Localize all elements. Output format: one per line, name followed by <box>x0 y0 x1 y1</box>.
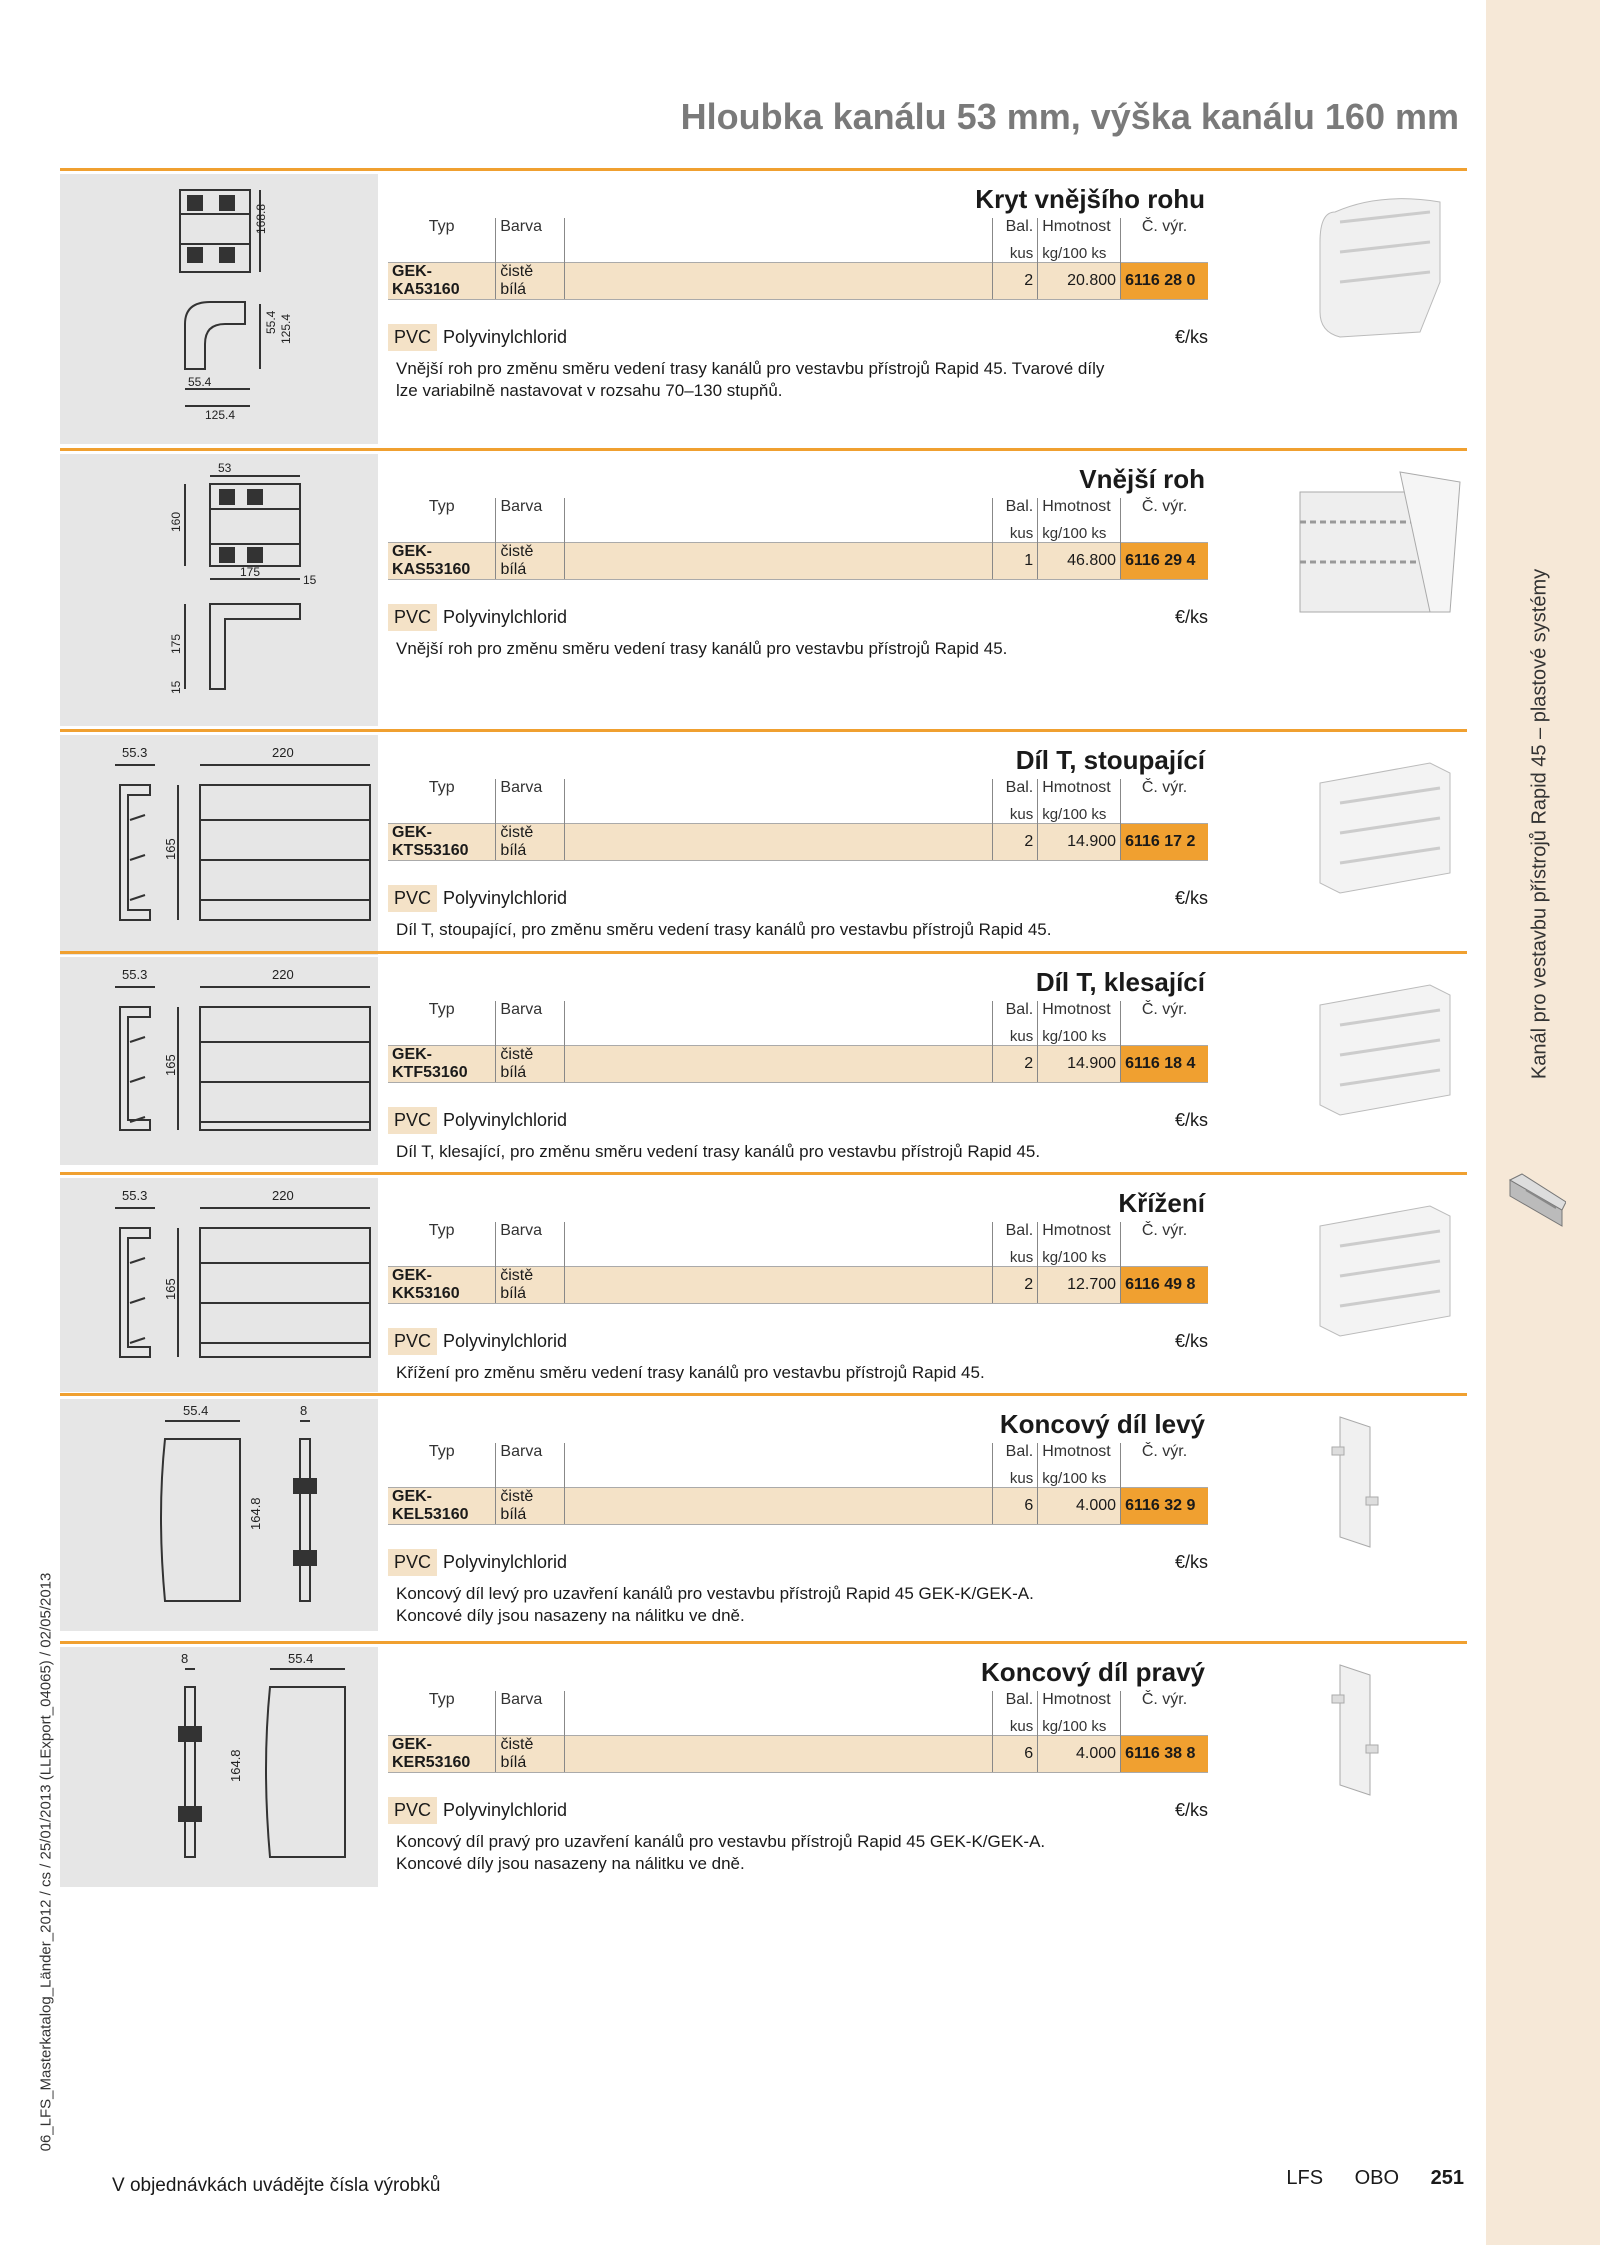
svg-text:55.4: 55.4 <box>288 1651 314 1666</box>
svg-text:220: 220 <box>272 967 294 982</box>
product-section <box>60 1178 1467 1392</box>
product-description <box>396 919 1256 941</box>
product-photo <box>1280 462 1480 622</box>
col-typ: Typ <box>428 1222 455 1239</box>
product-name: Koncový díl levý <box>999 1409 1205 1439</box>
product-photo <box>1280 743 1480 903</box>
col-typ: Typ <box>428 1691 455 1708</box>
spec-table <box>388 1222 1208 1304</box>
col-hmotnost: Hmotnost <box>1038 218 1121 240</box>
product-barva: čistě bílá <box>496 1046 565 1083</box>
description-line: Koncové díly jsou nasazeny na nálitku ve dně. <box>396 1854 745 1873</box>
product-cislo: 6116 28 0 <box>1121 263 1208 300</box>
technical-drawing <box>60 1178 378 1392</box>
price-unit: €/ks <box>1174 1110 1208 1130</box>
product-typ: GEK-KTF53160 <box>388 1046 496 1083</box>
footer-brand <box>1260 2167 1464 2190</box>
product-photo <box>1280 1186 1480 1346</box>
product-cislo: 6116 38 8 <box>1121 1736 1208 1773</box>
description-line: lze variabilně nastavovat v rozsahu 70–130 stupňů. <box>396 381 783 400</box>
section-rule <box>60 729 1467 732</box>
page-title: Hloubka kanálu 53 mm, výška kanálu 160 mm <box>680 96 1459 137</box>
col-typ: Typ <box>428 1443 455 1460</box>
price-unit: €/ks <box>1174 888 1208 908</box>
unit-hmotnost: kg/100 ks <box>1038 520 1121 543</box>
product-section <box>60 174 1467 444</box>
material-line <box>388 1549 1208 1579</box>
product-section <box>60 1399 1467 1631</box>
spec-table <box>388 1443 1208 1525</box>
material-name: Polyvinylchlorid <box>443 888 568 908</box>
page-number: 251 <box>1430 2167 1464 2189</box>
product-barva: čistě bílá <box>496 1488 565 1525</box>
product-section <box>60 1647 1467 1887</box>
svg-text:15: 15 <box>169 680 183 694</box>
section-rule <box>60 448 1467 451</box>
product-row <box>388 824 1208 861</box>
product-barva: čistě bílá <box>496 824 565 861</box>
col-hmotnost: Hmotnost <box>1038 1691 1121 1713</box>
footer-brand-obo: OBO <box>1354 2167 1400 2189</box>
section-rule <box>60 951 1467 954</box>
col-cislo: Č. výr. <box>1121 1443 1208 1465</box>
section-rule <box>60 1172 1467 1175</box>
unit-bal: kus <box>993 1023 1038 1046</box>
unit-bal: kus <box>993 1244 1038 1267</box>
product-row <box>388 1736 1208 1773</box>
col-typ: Typ <box>428 498 455 515</box>
technical-drawing <box>60 735 378 955</box>
col-barva: Barva <box>496 218 565 240</box>
col-cislo: Č. výr. <box>1121 498 1208 520</box>
col-barva: Barva <box>496 498 565 520</box>
description-line: Vnější roh pro změnu směru vedení trasy kanálů pro vestavbu přístrojů Rapid 45. <box>396 639 1008 658</box>
technical-drawing <box>60 174 378 444</box>
product-bal: 2 <box>993 1046 1038 1083</box>
product-typ: GEK-KTS53160 <box>388 824 496 861</box>
product-name: Koncový díl pravý <box>981 1657 1205 1687</box>
product-typ: GEK-KA53160 <box>388 263 496 300</box>
col-cislo: Č. výr. <box>1121 779 1208 801</box>
unit-hmotnost: kg/100 ks <box>1038 1244 1121 1267</box>
product-hmotnost: 20.800 <box>1038 263 1121 300</box>
product-barva: čistě bílá <box>496 1736 565 1773</box>
svg-text:55.4: 55.4 <box>188 375 212 389</box>
svg-text:55.3: 55.3 <box>122 967 148 982</box>
col-barva: Barva <box>496 1443 565 1465</box>
product-barva: čistě bílá <box>496 263 565 300</box>
col-barva: Barva <box>496 1001 565 1023</box>
product-description <box>396 1362 1256 1384</box>
product-barva: čistě bílá <box>496 1267 565 1304</box>
product-name: Kryt vnějšího rohu <box>975 184 1205 214</box>
product-hmotnost: 46.800 <box>1038 543 1121 580</box>
description-line: Koncový díl pravý pro uzavření kanálů pro vestavbu přístrojů Rapid 45 GEK-K/GEK-A. <box>396 1832 1046 1851</box>
material-name: Polyvinylchlorid <box>443 607 568 627</box>
product-description <box>396 638 1256 660</box>
product-section <box>60 454 1467 726</box>
product-hmotnost: 14.900 <box>1038 824 1121 861</box>
col-barva: Barva <box>496 779 565 801</box>
col-bal: Bal. <box>993 498 1038 520</box>
product-typ: GEK-KAS53160 <box>388 543 496 580</box>
unit-bal: kus <box>993 801 1038 824</box>
catalog-reference: 06_LFS_Masterkatalog_Länder_2012 / cs / 25/01/2013 (LLExport_04065) / 02/05/2013 <box>37 1572 55 2152</box>
product-hmotnost: 12.700 <box>1038 1267 1121 1304</box>
col-typ: Typ <box>428 218 455 235</box>
dim-label: 168.8 <box>254 203 268 234</box>
product-cislo: 6116 18 4 <box>1121 1046 1208 1083</box>
product-name: Vnější roh <box>1079 464 1205 494</box>
material-name: Polyvinylchlorid <box>443 1110 568 1130</box>
product-description <box>396 1831 1256 1875</box>
material-line <box>388 1107 1208 1137</box>
col-bal: Bal. <box>993 1001 1038 1023</box>
product-name: Křížení <box>1118 1188 1205 1218</box>
product-section <box>60 957 1467 1165</box>
col-barva: Barva <box>496 1691 565 1713</box>
product-hmotnost: 4.000 <box>1038 1736 1121 1773</box>
col-cislo: Č. výr. <box>1121 1001 1208 1023</box>
price-unit: €/ks <box>1174 1800 1208 1820</box>
technical-drawing <box>60 957 378 1165</box>
col-typ: Typ <box>428 779 455 796</box>
price-unit: €/ks <box>1174 327 1208 347</box>
product-name: Díl T, klesající <box>1035 967 1205 997</box>
svg-text:164.8: 164.8 <box>248 1497 263 1530</box>
technical-drawing <box>60 1647 378 1887</box>
product-bal: 2 <box>993 824 1038 861</box>
svg-text:164.8: 164.8 <box>228 1749 243 1782</box>
product-hmotnost: 4.000 <box>1038 1488 1121 1525</box>
svg-text:8: 8 <box>300 1403 308 1418</box>
spec-table <box>388 1691 1208 1773</box>
price-unit: €/ks <box>1174 607 1208 627</box>
svg-text:160: 160 <box>169 511 183 532</box>
product-photo <box>1280 182 1480 352</box>
col-cislo: Č. výr. <box>1121 218 1208 240</box>
material-badge: PVC <box>388 885 437 912</box>
product-row <box>388 543 1208 580</box>
product-photo <box>1280 1407 1480 1557</box>
material-name: Polyvinylchlorid <box>443 1552 568 1572</box>
material-badge: PVC <box>388 604 437 631</box>
spec-table <box>388 1001 1208 1083</box>
svg-text:175: 175 <box>169 633 183 654</box>
unit-hmotnost: kg/100 ks <box>1038 1713 1121 1736</box>
material-line <box>388 324 1208 354</box>
product-barva: čistě bílá <box>496 543 565 580</box>
product-description <box>396 358 1256 402</box>
svg-text:53: 53 <box>218 461 232 475</box>
technical-drawing <box>60 1399 378 1631</box>
channel-thumbnail-icon <box>1506 1170 1566 1230</box>
col-hmotnost: Hmotnost <box>1038 1001 1121 1023</box>
svg-text:15: 15 <box>303 573 317 587</box>
product-row <box>388 1046 1208 1083</box>
product-section <box>60 735 1467 955</box>
product-row <box>388 1267 1208 1304</box>
spec-table <box>388 218 1208 300</box>
col-typ: Typ <box>428 1001 455 1018</box>
product-bal: 2 <box>993 263 1038 300</box>
product-typ: GEK-KK53160 <box>388 1267 496 1304</box>
material-line <box>388 1797 1208 1827</box>
description-line: Díl T, klesající, pro změnu směru vedení trasy kanálů pro vestavbu přístrojů Rapid 45. <box>396 1142 1041 1161</box>
material-badge: PVC <box>388 1107 437 1134</box>
product-cislo: 6116 32 9 <box>1121 1488 1208 1525</box>
unit-bal: kus <box>993 520 1038 543</box>
side-label: Kanál pro vestavbu přístrojů Rapid 45 – plastové systémy <box>1528 568 1551 1080</box>
svg-text:55.4: 55.4 <box>264 310 278 334</box>
svg-text:55.3: 55.3 <box>122 1188 148 1203</box>
product-typ: GEK-KEL53160 <box>388 1488 496 1525</box>
product-row <box>388 263 1208 300</box>
description-line: Křížení pro změnu směru vedení trasy kanálů pro vestavbu přístrojů Rapid 45. <box>396 1363 985 1382</box>
product-bal: 6 <box>993 1736 1038 1773</box>
col-bal: Bal. <box>993 779 1038 801</box>
description-line: Koncové díly jsou nasazeny na nálitku ve dně. <box>396 1606 745 1625</box>
material-line <box>388 604 1208 634</box>
svg-text:55.4: 55.4 <box>183 1403 209 1418</box>
description-line: Koncový díl levý pro uzavření kanálů pro vestavbu přístrojů Rapid 45 GEK-K/GEK-A. <box>396 1584 1034 1603</box>
section-rule <box>60 168 1467 171</box>
svg-text:125.4: 125.4 <box>279 313 293 344</box>
material-line <box>388 885 1208 915</box>
product-bal: 2 <box>993 1267 1038 1304</box>
col-hmotnost: Hmotnost <box>1038 1222 1121 1244</box>
footer-brand-lfs: LFS <box>1286 2167 1324 2189</box>
material-badge: PVC <box>388 324 437 351</box>
unit-hmotnost: kg/100 ks <box>1038 1465 1121 1488</box>
material-badge: PVC <box>388 1797 437 1824</box>
product-cislo: 6116 49 8 <box>1121 1267 1208 1304</box>
price-unit: €/ks <box>1174 1552 1208 1572</box>
description-line: Vnější roh pro změnu směru vedení trasy kanálů pro vestavbu přístrojů Rapid 45. Tvarové díly <box>396 359 1105 378</box>
product-cislo: 6116 17 2 <box>1121 824 1208 861</box>
unit-hmotnost: kg/100 ks <box>1038 240 1121 263</box>
section-rule <box>60 1393 1467 1396</box>
svg-text:175: 175 <box>240 565 261 579</box>
product-bal: 1 <box>993 543 1038 580</box>
technical-drawing <box>60 454 378 726</box>
spec-table <box>388 779 1208 861</box>
product-photo <box>1280 1655 1480 1805</box>
svg-text:165: 165 <box>163 838 178 860</box>
svg-text:8: 8 <box>181 1651 189 1666</box>
product-row <box>388 1488 1208 1525</box>
material-badge: PVC <box>388 1549 437 1576</box>
unit-hmotnost: kg/100 ks <box>1038 1023 1121 1046</box>
description-line: Díl T, stoupající, pro změnu směru vedení trasy kanálů pro vestavbu přístrojů Rapid 45. <box>396 920 1052 939</box>
price-unit: €/ks <box>1174 1331 1208 1351</box>
unit-bal: kus <box>993 1465 1038 1488</box>
material-name: Polyvinylchlorid <box>443 1331 568 1351</box>
unit-hmotnost: kg/100 ks <box>1038 801 1121 824</box>
side-band <box>1486 0 1600 2245</box>
svg-text:55.3: 55.3 <box>122 745 148 760</box>
svg-text:125.4: 125.4 <box>205 408 236 422</box>
col-hmotnost: Hmotnost <box>1038 1443 1121 1465</box>
col-barva: Barva <box>496 1222 565 1244</box>
col-bal: Bal. <box>993 1222 1038 1244</box>
material-name: Polyvinylchlorid <box>443 1800 568 1820</box>
col-hmotnost: Hmotnost <box>1038 779 1121 801</box>
unit-bal: kus <box>993 1713 1038 1736</box>
col-bal: Bal. <box>993 1691 1038 1713</box>
product-description <box>396 1583 1256 1627</box>
col-cislo: Č. výr. <box>1121 1222 1208 1244</box>
svg-text:165: 165 <box>163 1054 178 1076</box>
footer-note: V objednávkách uvádějte čísla výrobků <box>112 2175 441 2196</box>
product-typ: GEK-KER53160 <box>388 1736 496 1773</box>
material-line <box>388 1328 1208 1358</box>
col-bal: Bal. <box>993 1443 1038 1465</box>
product-name: Díl T, stoupající <box>1015 745 1205 775</box>
material-name: Polyvinylchlorid <box>443 327 568 347</box>
svg-text:165: 165 <box>163 1278 178 1300</box>
spec-table <box>388 498 1208 580</box>
product-bal: 6 <box>993 1488 1038 1525</box>
col-bal: Bal. <box>993 218 1038 240</box>
product-description <box>396 1141 1256 1163</box>
product-photo <box>1280 965 1480 1125</box>
svg-text:220: 220 <box>272 1188 294 1203</box>
section-rule <box>60 1641 1467 1644</box>
material-badge: PVC <box>388 1328 437 1355</box>
unit-bal: kus <box>993 240 1038 263</box>
svg-text:220: 220 <box>272 745 294 760</box>
col-cislo: Č. výr. <box>1121 1691 1208 1713</box>
product-hmotnost: 14.900 <box>1038 1046 1121 1083</box>
product-cislo: 6116 29 4 <box>1121 543 1208 580</box>
col-hmotnost: Hmotnost <box>1038 498 1121 520</box>
